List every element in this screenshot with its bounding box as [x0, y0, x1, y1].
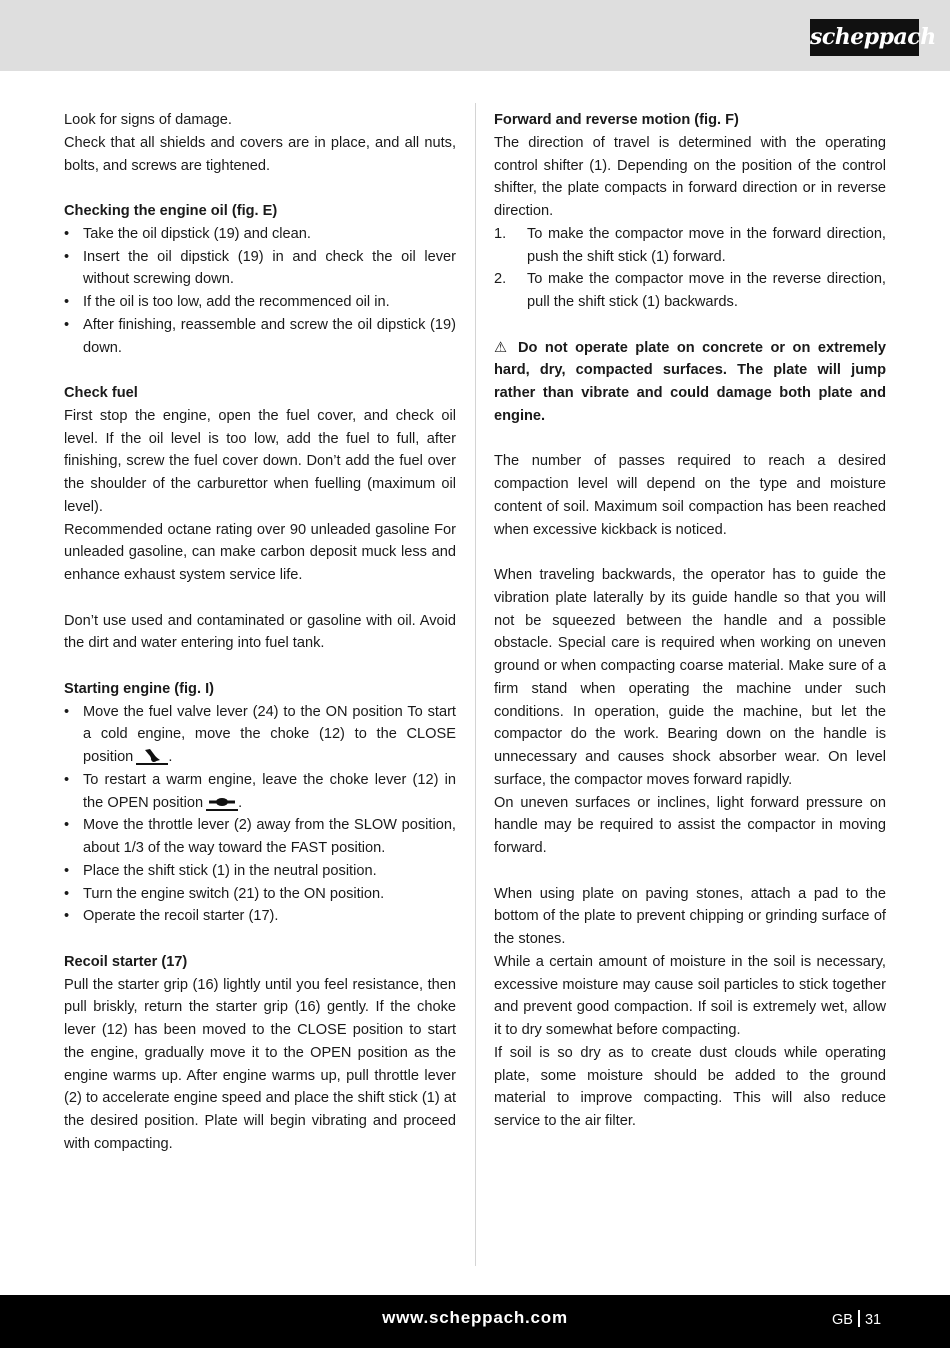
- paragraph: On uneven surfaces or inclines, light forward pressure on handle may be required to assist the compactor in moving forward.: [494, 794, 886, 856]
- step-text: To make the compactor move in the forward direction, push the shift stick (1) forward.: [527, 225, 886, 265]
- starting-list: [64, 701, 456, 929]
- oil-check-list: [64, 223, 456, 360]
- right-column: [494, 109, 886, 1133]
- step-text: To make the compactor move in the reverse direction, pull the shift stick (1) backwards.: [527, 271, 886, 310]
- header-bar: [0, 0, 950, 71]
- choke-open-icon: [206, 793, 238, 811]
- list-item: • Take the oil dipstick (19) and clean.: [64, 223, 456, 246]
- language-code: GB: [832, 1312, 853, 1328]
- list-item: • Insert the oil dipstick (19) in and check the oil lever without screwing down.: [64, 246, 456, 292]
- paragraph: When traveling backwards, the operator has to guide the vibration plate laterally by its guide handle so that you will not be squeezed between the handle and a possible obstacle. Special care is required when working on uneven ground or when compacting coarse material. Make sure of a firm stand when operating the machine under such conditions. In operation, guide the machine, but let the compactor do the work. Bearing down on the handle is unnecessary and causes shock absorber wear. On level surface, the compactor moves forward rapidly.: [494, 567, 886, 788]
- list-item: • Place the shift stick (1) in the neutral position.: [64, 860, 456, 883]
- footer-website-link[interactable]: www.scheppach.com: [382, 1308, 568, 1327]
- paragraph: When using plate on paving stones, attach a pad to the bottom of the plate to prevent chipping or grinding surface of the stones.: [494, 885, 886, 947]
- warning-triangle-icon: ⚠: [494, 339, 511, 356]
- intro-line: Look for signs of damage.: [64, 112, 232, 128]
- list-item: [494, 223, 886, 269]
- paragraph: Recommended octane rating over 90 unleaded gasoline For unleaded gasoline, can make carbon deposit muck less and enhance exhaust system service life.: [64, 521, 456, 583]
- paragraph: The direction of travel is determined with the operating control shifter (1). Depending on the position of the control shifter, the plate compacts in forward direction or in reverse direction.: [494, 134, 886, 219]
- warning-text: Do not operate plate on concrete or on extremely hard, dry, compacted surfaces. The plate will jump rather than vibrate and could damage both plate and engine.: [494, 339, 886, 424]
- motion-steps: [494, 223, 886, 314]
- list-item: • To restart a warm engine, leave the choke lever (12) in the OPEN position .: [64, 769, 456, 815]
- step-number: 2.: [494, 271, 507, 288]
- section-heading-recoil: Recoil starter (17): [64, 953, 188, 970]
- list-item: • If the oil is too low, add the recommenced oil in.: [64, 291, 456, 314]
- list-item: • After finishing, reassemble and screw the oil dipstick (19) down.: [64, 314, 456, 360]
- column-divider: [475, 103, 476, 1266]
- choke-close-icon: [136, 747, 168, 765]
- paragraph: If soil is so dry as to create dust clouds while operating plate, some moisture should be added to the ground material to improve compacting. This will also reduce service to the air filter.: [494, 1044, 886, 1129]
- footer-bar: [0, 1295, 950, 1348]
- list-item: • Move the fuel valve lever (24) to the ON position To start a cold engine, move the choke (12) to the CLOSE position .: [64, 701, 456, 769]
- intro-line: Check that all shields and covers are in place, and all nuts, bolts, and screws are tightened.: [64, 134, 456, 174]
- list-item: • Turn the engine switch (21) to the ON position.: [64, 883, 456, 906]
- paragraph: While a certain amount of moisture in the soil is necessary, excessive moisture may cause soil particles to stick together and prevent good compaction. If soil is extremely wet, allow it to dry somewhat before compacting.: [494, 953, 886, 1038]
- brand-logo: scheppach: [810, 19, 919, 56]
- list-item: • Operate the recoil starter (17).: [64, 905, 456, 928]
- section-heading-oil: Checking the engine oil (fig. E): [64, 203, 278, 219]
- page-number: 31: [864, 1312, 882, 1328]
- section-heading-motion: Forward and reverse motion (fig. F): [494, 112, 739, 128]
- list-item-text: Move the fuel valve lever (24) to the ON position To start a cold engine, move the choke (12) to the CLOSE position: [83, 703, 456, 765]
- list-item-text: To restart a warm engine, leave the choke lever (12) in the OPEN position: [83, 771, 456, 811]
- paragraph: First stop the engine, open the fuel cover, and check oil level. If the oil level is too low, add the fuel to full, after finishing, screw the fuel cover down. Don’t add the fuel over the shoulder of the carburettor when fuelling (maximum oil level).: [64, 407, 456, 515]
- paragraph: Pull the starter grip (16) lightly until you feel resistance, then pull briskly, return the starter grip (16) gently. If the choke lever (12) has been moved to the CLOSE position to start the engine, gradually move it to the OPEN position as the engine warms up. After engine warms up, pull throttle lever (2) to accelerate engine speed and place the shift stick (1) at the desired position. Plate will begin vibrating and proceed with compacting.: [64, 976, 456, 1152]
- left-column: [64, 109, 456, 1156]
- paragraph: The number of passes required to reach a desired compaction level will depend on the type and moisture content of soil. Maximum soil compaction has been reached when excessive kickback is noticed.: [494, 453, 886, 538]
- paragraph: Don’t use used and contaminated or gasoline with oil. Avoid the dirt and water entering into fuel tank.: [64, 612, 456, 652]
- section-heading-fuel: Check fuel: [64, 385, 138, 401]
- section-heading-starting: Starting engine (fig. I): [64, 680, 214, 697]
- step-number: 1.: [494, 225, 507, 242]
- warning-note: [494, 337, 886, 428]
- list-item: [494, 268, 886, 314]
- page-indicator: [832, 1310, 881, 1328]
- list-item: • Move the throttle lever (2) away from the SLOW position, about 1/3 of the way toward the FAST position.: [64, 814, 456, 860]
